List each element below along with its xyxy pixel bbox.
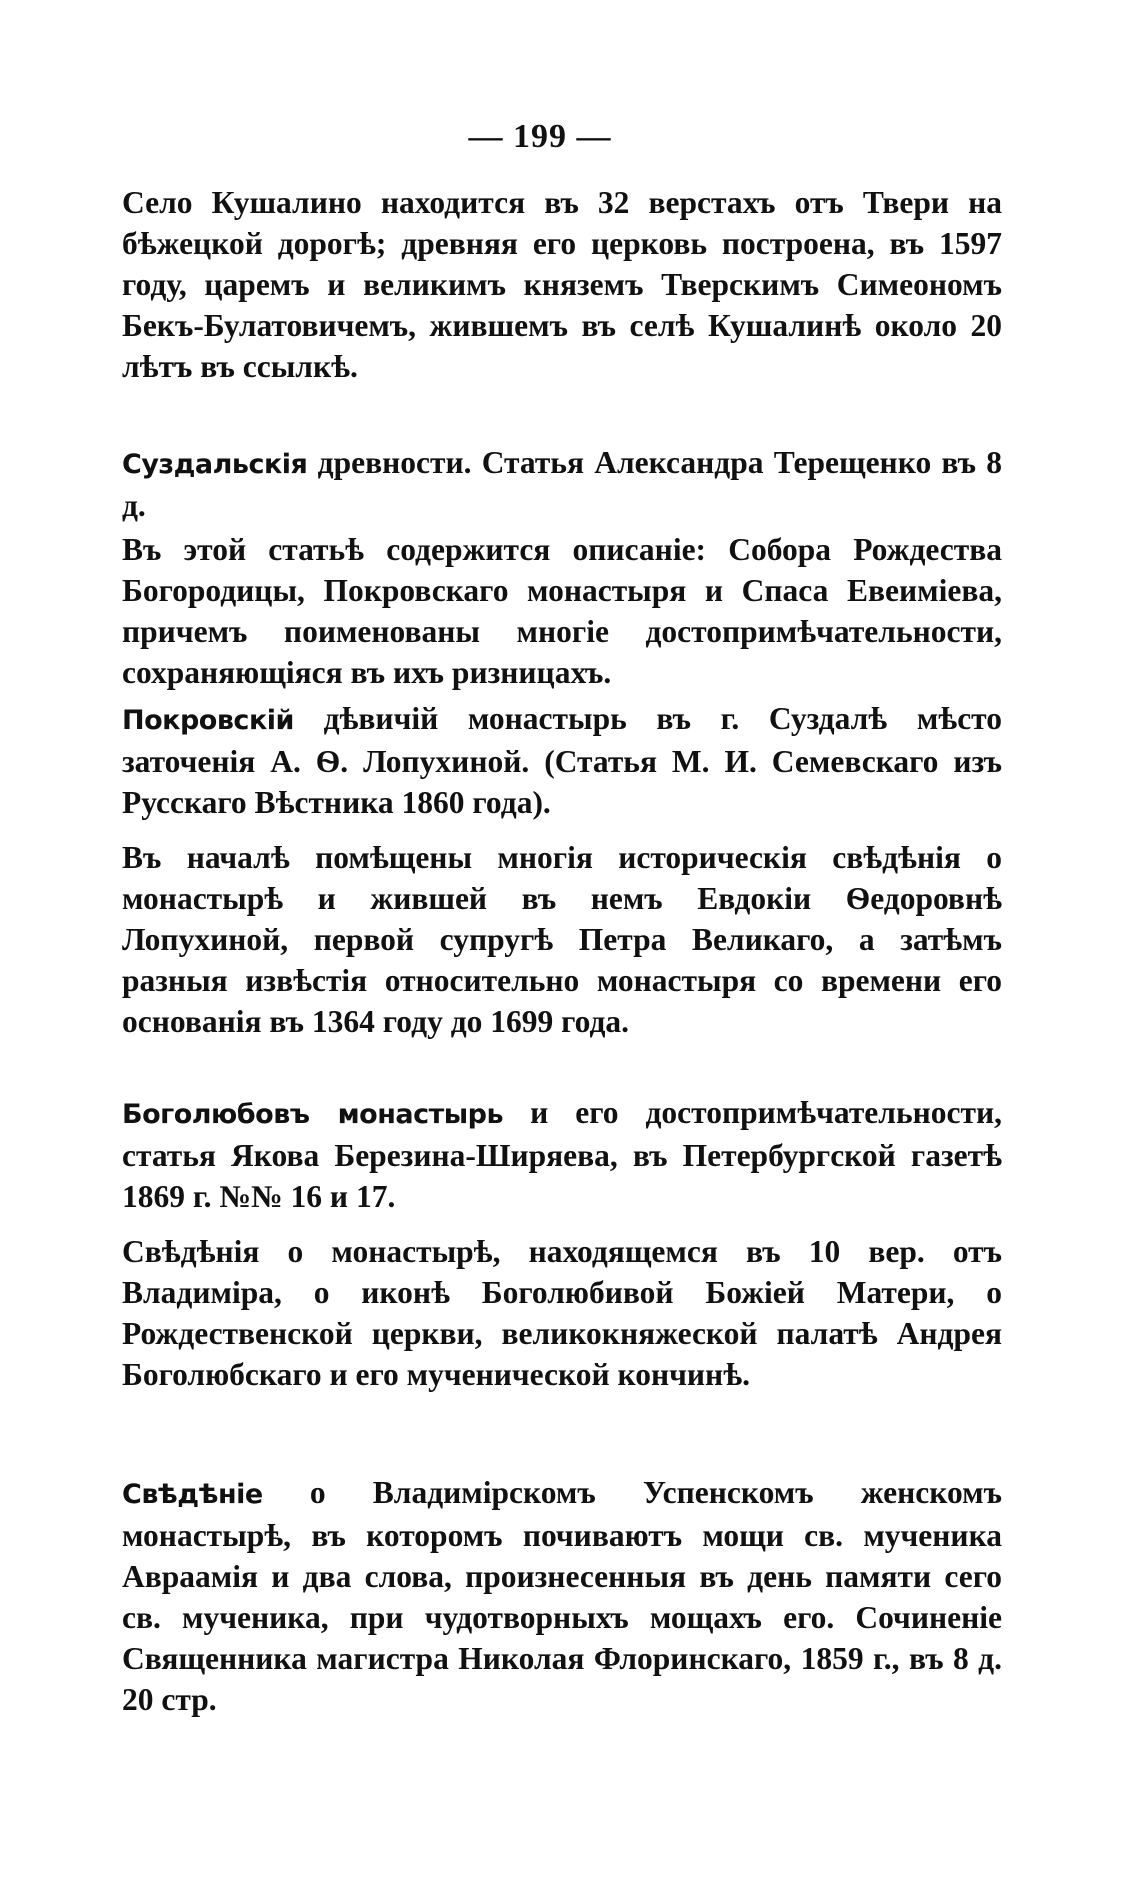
entry-description: Въ этой статьѣ содержится описаніе: Собора Рождества Богородицы, Покровскаго монастыря и Спаса Евеиміева, причемъ поименованы многіе достопримѣчательности, сохраняющіяся въ ихъ ризницахъ.	[122, 532, 1002, 690]
entry-heading-text: дѣвичій монастырь въ г. Суздалѣ мѣсто заточенія А. Ѳ. Лопухиной. (Статья М. И. Семевскаго изъ Русскаго Вѣстника 1860 года).	[122, 701, 1002, 820]
entry-lead-word: Свѣдѣніе	[122, 1479, 263, 1510]
entry-description: Въ началѣ помѣщены многія историческія свѣдѣнія о монастырѣ и жившей въ немъ Евдокіи Ѳедоровнѣ Лопухиной, первой супругѣ Петра Великаго, а затѣмъ разныя извѣстія относительно монастыря со времени его основанія въ 1364 году до 1699 года.	[122, 840, 1002, 1039]
entry-kushalino	[122, 182, 1002, 387]
entry-heading	[122, 1092, 1002, 1217]
entry-lead-word: Боголюбовъ монастырь	[122, 1099, 504, 1130]
page-number: — 199 —	[468, 118, 612, 155]
entry-vladimir-uspensky-convent	[122, 1472, 1002, 1720]
entry-lead-word: Суздальскія	[122, 449, 308, 480]
entry-heading-text: древности. Статья Александра Терещенко въ 8 д.	[122, 445, 1002, 523]
entry-heading-text: и его достопримѣчательности, статья Якова Березина-Ширяева, въ Петербургской газетѣ 1869 г. №№ 16 и 17.	[122, 1095, 1002, 1214]
entry-lead-word: Покровскій	[122, 705, 294, 736]
entry-suzdal-antiquities	[122, 442, 1002, 693]
entry-heading	[122, 442, 1002, 526]
entry-pokrovsky-convent	[122, 698, 1002, 1042]
entry-heading-text: Село Кушалино находится въ 32 верстахъ отъ Твери на бѣжецкой дорогѣ; древняя его церковь построена, въ 1597 году, царемъ и великимъ княземъ Тверскимъ Симеономъ Бекъ-Булатовичемъ, жившемъ въ селѣ Кушалинѣ около 20 лѣтъ въ ссылкѣ.	[122, 185, 1002, 384]
entry-heading	[122, 698, 1002, 823]
entry-text	[122, 182, 1002, 387]
entry-heading-text: о Владимірскомъ Успенскомъ женскомъ монастырѣ, въ которомъ почиваютъ мощи св. мученика Авраамія и два слова, произнесенныя въ день памяти сего св. мученика, при чудотворныхъ мощахъ его. Сочиненіе Священника магистра Николая Флоринскаго, 1859 г., въ 8 д. 20 стр.	[122, 1475, 1002, 1717]
entry-heading	[122, 1472, 1002, 1720]
entry-bogolyubov-monastery	[122, 1092, 1002, 1395]
entry-description: Свѣдѣнія о монастырѣ, находящемся въ 10 вер. отъ Владиміра, о иконѣ Боголюбивой Божіей Матери, о Рождественской церкви, великокняжеской палатѣ Андрея Боголюбскаго и его мученической кончинѣ.	[122, 1234, 1002, 1392]
